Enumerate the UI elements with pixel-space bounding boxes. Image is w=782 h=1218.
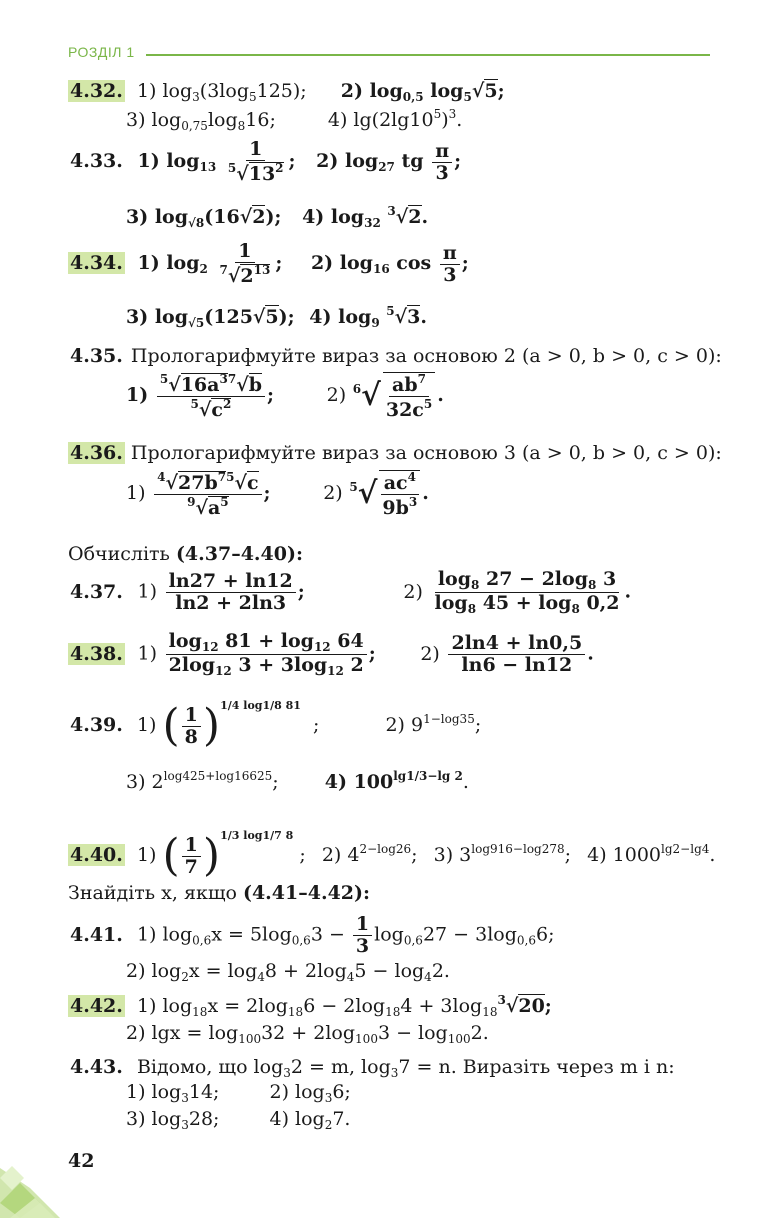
- problem-4-36-items: 1) $\frac{^4√27b^{75}√c}{^9√a^5}$ ; 2) $^5$√ $\frac{ac^4}{9b^3}$ .: [126, 469, 429, 519]
- problem-number: 4.35.: [70, 345, 123, 367]
- problem-number: 4.38.: [70, 642, 123, 665]
- problem-4-38: 4.38. 1) $\frac{\log_{12} 81 + \log_{12} 64}{2\log_{12} 3 + 3\log_{12} 2}$ ; 2) $\frac{2\ln 4 + \ln 0,5}{\ln 6 - \ln 12}$ .: [70, 630, 594, 678]
- problem-4-43-line3: 3) $\log_328$; 4) $\log_27$.: [126, 1108, 351, 1132]
- problem-4-40: 4.40. 1) ( $\frac{1}{7}$ )$^{1/3 log1/7 8}$ ; 2) $4^{2-log26}$; 3) $3^{log916-log278}$; 4) $1000^{lg2-lg4}$.: [70, 829, 716, 881]
- problem-number: 4.32.: [70, 80, 123, 102]
- compute-heading: Обчисліть (4.37–4.40):: [68, 543, 303, 565]
- running-header: [68, 42, 710, 64]
- problem-number: 4.36.: [70, 442, 123, 464]
- find-heading: Знайдіть x, якщо (4.41–4.42):: [68, 882, 371, 904]
- problem-4-42-line2: 2) $\lg x = \log_{100}32 + 2\log_{100}3 - \log_{100}2$.: [126, 1022, 489, 1046]
- page-number: 42: [68, 1150, 95, 1172]
- problem-4-33-line1: 4.33. 1) $\log_{13}$ $\frac{1}{^5√13^2}$ ; 2) $\log_{27}$ tg $\frac{\pi}{3}$ ;: [70, 138, 462, 185]
- problem-4-39-line1: 4.39. 1) ( $\frac{1}{8}$ )$^{1/4 log1/8 81}$ ; 2) $9^{1-log35}$;: [70, 699, 482, 751]
- problem-4-34-line2: 3) $\log_{√5}(125√5)$; 4) $\log_9 ^5√3$.: [126, 304, 428, 330]
- problem-number: 4.40.: [70, 844, 123, 866]
- problem-4-35-items: 1) $\frac{^5√16a^{37}√b}{^5√c^2}$ ; 2) $^6$√ $\frac{ab^7}{32c^5}$ .: [126, 371, 444, 421]
- problem-number: 4.37.: [70, 580, 123, 603]
- section-label: РОЗДІЛ 1: [68, 44, 135, 60]
- problem-4-36-statement: 4.36. Прологарифмуйте вираз за основою 3 (a > 0, b > 0, c > 0):: [70, 442, 722, 464]
- problem-4-43-line2: 1) $\log_314$; 2) $\log_36$;: [126, 1081, 351, 1105]
- problem-number: 4.42.: [70, 995, 123, 1017]
- problem-4-34-line1: 4.34. 1) $\log_2$ $\frac{1}{^7√2^{13}}$ ; 2) $\log_{16} \cos$ $\frac{\pi}{3}$ ;: [70, 240, 469, 287]
- problem-4-37: 4.37. 1) $\frac{\ln 27 + \ln 12}{\ln 2 + 2\ln 3}$ ; 2) $\frac{\log_8 27 - 2\log_8 3}{\log_8 45 + \log_8 0,2}$ .: [70, 568, 632, 616]
- problem-4-33-line2: 3) $\log_{√8}(16√2)$; 4) $\log_{32} ^3√2$.: [126, 204, 429, 230]
- problem-4-32-line2: 3) $\log_{0,75}\log_816$; 4) $\lg(2\lg 10^5)^3$.: [126, 107, 463, 133]
- header-rule: [146, 54, 710, 56]
- corner-decoration: [0, 1108, 70, 1218]
- problem-number: 4.43.: [70, 1056, 123, 1078]
- problem-4-42-line1: 4.42. 1) $\log_{18}x = 2\log_{18}6 - 2\log_{18}4 + 3\log_{18}^3√20$;: [70, 993, 552, 1019]
- problem-number: 4.41.: [70, 923, 123, 946]
- problem-4-32-line1: 4.32. 1) $\log_3(3\log_5125)$; 2) $\log_{0,5} \log_5√5$;: [70, 80, 505, 104]
- problem-4-35-statement: 4.35. Прологарифмуйте вираз за основою 2 (a > 0, b > 0, c > 0):: [70, 345, 722, 367]
- problem-4-41-line2: 2) $\log_2x = \log_48 + 2\log_45 - \log_42$.: [126, 960, 450, 984]
- problem-4-41-line1: 4.41. 1) $\log_{0,6}x = 5\log_{0,6}3$ − $\frac{1}{3}$ $\log_{0,6}27 - 3\log_{0,6}6$;: [70, 913, 555, 957]
- problem-number: 4.39.: [70, 714, 123, 736]
- problem-4-43-statement: 4.43. Відомо, що $\log_32 = m$, $\log_37 = n$. Виразіть через m і n:: [70, 1056, 675, 1080]
- problem-4-39-line2: 3) $2^{log425+log16625}$; 4) $100^{lg1/3-lg 2}$.: [126, 769, 469, 793]
- problem-number: 4.33.: [70, 150, 123, 172]
- problem-number: 4.34.: [70, 252, 123, 274]
